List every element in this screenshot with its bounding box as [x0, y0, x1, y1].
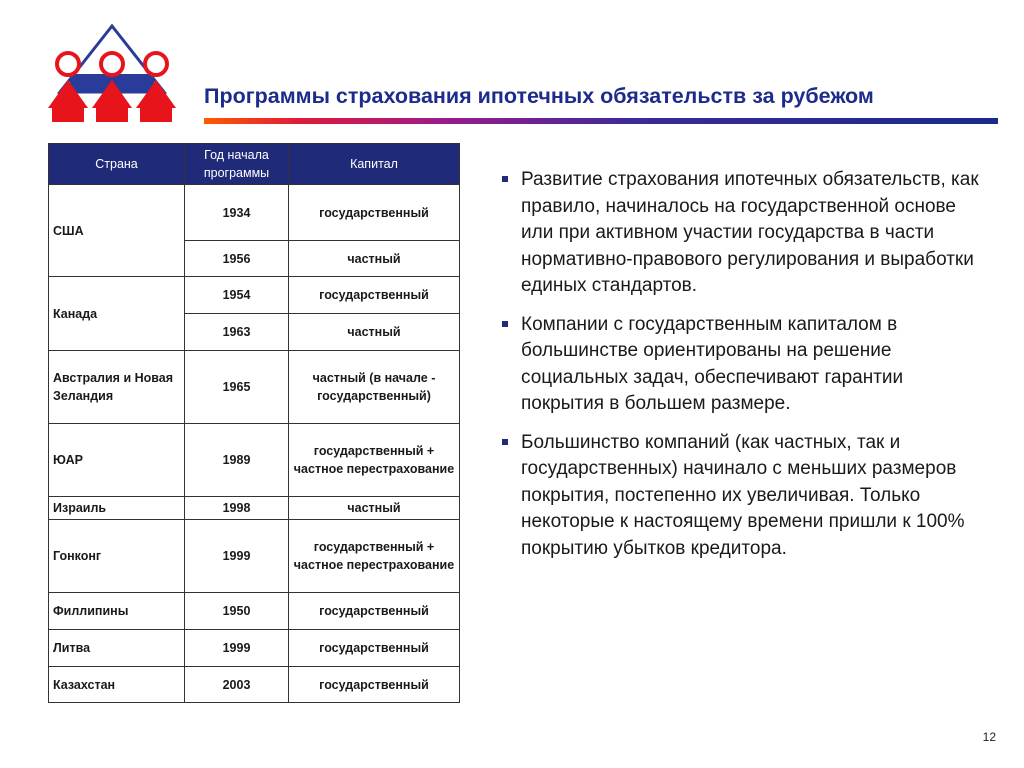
- table-row: [49, 277, 460, 314]
- cell-country: Литва: [49, 630, 185, 667]
- cell-capital: государственный: [289, 630, 460, 667]
- header-year: Год начала программы: [185, 144, 289, 185]
- bullet-text: Развитие страхования ипотечных обязательств, как правило, начиналось на государственной основе или при активном участии государства в части нормативно-правового регулирования и выработки единых стандартов.: [521, 169, 979, 296]
- cell-capital: государственный: [289, 185, 460, 241]
- cell-year: 1954: [185, 277, 289, 314]
- cell-country: США: [49, 185, 185, 277]
- cell-year: 2003: [185, 667, 289, 703]
- cell-capital: частный: [289, 314, 460, 351]
- bullet-item: [500, 312, 990, 418]
- table-row: [49, 185, 460, 241]
- cell-year: 1950: [185, 593, 289, 630]
- table-row: [49, 497, 460, 520]
- cell-year: 1989: [185, 424, 289, 497]
- cell-capital: частный: [289, 497, 460, 520]
- bullet-square-icon: [502, 176, 508, 182]
- cell-capital: государственный: [289, 277, 460, 314]
- cell-capital: государственный: [289, 667, 460, 703]
- table-row: [49, 667, 460, 703]
- page-title: Программы страхования ипотечных обязательств за рубежом: [204, 84, 874, 108]
- cell-country: Гонконг: [49, 520, 185, 593]
- cell-year: 1999: [185, 520, 289, 593]
- page-number: 12: [982, 730, 996, 744]
- logo: [44, 22, 180, 126]
- cell-year: 1934: [185, 185, 289, 241]
- cell-country: Казахстан: [49, 667, 185, 703]
- bullet-item: [500, 167, 990, 300]
- cell-capital: государственный + частное перестрахование: [289, 520, 460, 593]
- cell-country: Канада: [49, 277, 185, 351]
- cell-year: 1963: [185, 314, 289, 351]
- cell-country: Израиль: [49, 497, 185, 520]
- table-row: [49, 351, 460, 424]
- bullet-text: Большинство компаний (как частных, так и государственных) начинало с меньших размеров покрытия, постепенно их увеличивая. Только некоторые к настоящему времени пришли к 100% покрытию убытков кредитора.: [521, 431, 965, 559]
- bullet-square-icon: [502, 321, 508, 327]
- header-capital: Капитал: [289, 144, 460, 185]
- cell-capital: государственный + частное перестрахование: [289, 424, 460, 497]
- title-underline: [204, 118, 998, 124]
- table-row: [49, 520, 460, 593]
- cell-year: 1965: [185, 351, 289, 424]
- header-country: Страна: [49, 144, 185, 185]
- cell-country: Филлипины: [49, 593, 185, 630]
- cell-country: Австралия и Новая Зеландия: [49, 351, 185, 424]
- table-row: [49, 630, 460, 667]
- cell-capital: частный: [289, 241, 460, 277]
- cell-country: ЮАР: [49, 424, 185, 497]
- cell-capital: государственный: [289, 593, 460, 630]
- insurance-programs-table: [48, 143, 460, 703]
- bullet-list: [500, 167, 990, 574]
- cell-year: 1956: [185, 241, 289, 277]
- cell-year: 1998: [185, 497, 289, 520]
- cell-year: 1999: [185, 630, 289, 667]
- bullet-square-icon: [502, 439, 508, 445]
- bullet-text: Компании с государственным капиталом в большинстве ориентированы на решение социальных задач, обеспечивают гарантии покрытия в большем размере.: [521, 313, 904, 414]
- cell-capital: частный (в начале - государственный): [289, 351, 460, 424]
- logo-figures: [48, 53, 176, 122]
- table-row: [49, 424, 460, 497]
- table-row: [49, 593, 460, 630]
- bullet-item: [500, 430, 990, 563]
